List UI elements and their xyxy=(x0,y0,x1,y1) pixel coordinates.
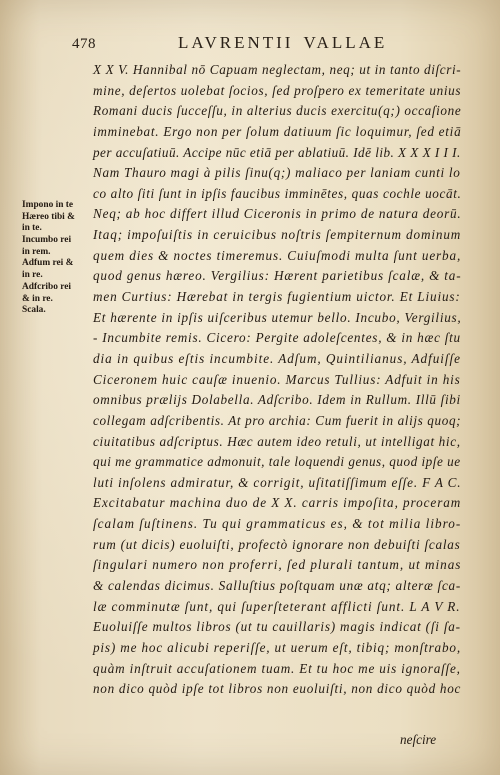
text-line: X X V. Hannibal nō Capuam neglectam, neq; ut in tanto diſcri- xyxy=(93,62,462,77)
text-line: quod genus hæreo. Vergilius: Hærent parietibus ſcalæ, & ta- xyxy=(93,268,462,284)
running-head xyxy=(178,33,387,53)
text-line: quem dies & noctes timeremus. Cuiuſmodi multa ſunt uerba, xyxy=(93,247,462,263)
text-line: Et hærente in ipſis uiſceribus utemur bello. Incubo, Vergilius, xyxy=(93,309,462,325)
running-head-author: LAVRENTII xyxy=(178,33,294,52)
text-line: Itaq; impoſuiſtis in ceruicibus noſtris ſempiternum dominum xyxy=(93,227,462,243)
text-line: Nam Thauro magi à pilis ſinu(q;) maliaco per laniam cunti lo xyxy=(93,165,461,181)
margin-notes xyxy=(22,200,94,317)
text-line: dia in quibus eſtis incumbite. Adſum, Quintilianus, Adfuiſſe xyxy=(93,350,461,366)
text-line: ſingulari numero non proferri, ſed plurali tantum, ut minas xyxy=(93,557,462,573)
text-line: Romani ducis ſucceſſu, in alterius ducis exercitu(q;) occaſione xyxy=(93,103,462,119)
margin-note: in rem. xyxy=(22,246,51,257)
text-line: ciuitatibus adſcriptus. Hæc autem ideo retuli, ut intelligat hic, xyxy=(93,433,461,449)
text-line: per accuſatiuū. Accipe nūc etiā per ablatiuū. Idē lib. X X X I I I. xyxy=(93,144,461,160)
text-line: mine, deſertos uolebat ſocios, ſed proſpero ex temeritate unius xyxy=(93,82,462,98)
text-line: ſcalam ſuſtinens. Tu qui grammaticus es, & tot milia libro- xyxy=(93,516,462,532)
margin-note: Adfum rei & xyxy=(22,258,74,269)
text-line: pis) me hoc alicubi reperiſſe, ut uerum eſt, tibiq; monſtrabo, xyxy=(93,639,461,655)
text-line: & calendas dicimus. Salluſtius poſtquam unæ atq; alteræ ſca- xyxy=(93,578,461,594)
text-line: men Curtius: Hærebat in tergis fugientium uictor. Et Liuius: xyxy=(93,289,461,305)
margin-note: Incumbo rei xyxy=(22,235,72,246)
body-text xyxy=(93,60,463,700)
margin-note: in te. xyxy=(22,223,42,234)
text-line: Excitabatur machina duo de X X. carris impoſita, proceram xyxy=(93,495,462,511)
catchword: neſcire xyxy=(400,732,437,747)
running-head-name: VALLAE xyxy=(303,33,388,52)
text-line: Euoluiſſe multos libros (ut tu cauillaris) magis indicat (ſi ſa- xyxy=(93,619,461,635)
margin-note: Adfcribo rei xyxy=(22,281,72,292)
text-line: læ comminutæ ſunt, qui ſuperſteterant afflicti ſunt. L A V R. xyxy=(93,598,461,614)
text-line: rum (ut dicis) euoluiſti, profectò ignorare non debuiſti ſcalas xyxy=(93,536,461,552)
text-line: imminebat. Ergo non per ſolum datiuum ſic loquimur, ſed etiā xyxy=(93,123,462,139)
text-line: Ciceronem huic cauſæ inuenio. Marcus Tullius: Adfuit in his xyxy=(93,371,461,387)
margin-note: Hæreo tibi & xyxy=(22,211,75,222)
text-line: qui me grammatice admonuit, tale loquendi genus, quod ipſe ue xyxy=(93,454,461,470)
text-line: omnibus prælijs Dolabella. Adſcribo. Idem in Rullum. Illū ſibi xyxy=(93,392,461,408)
page-number: 478 xyxy=(72,36,96,52)
margin-note: Scala. xyxy=(22,305,46,316)
text-line: luti inſolens admiratur, & corrigit, uſitatiſſimum eſſe. F A C. xyxy=(93,474,462,490)
text-line: Neq; ab hoc differt illud Ciceronis in primo de natura deorū. xyxy=(93,206,462,222)
text-line: collegam adſcribentis. At pro archia: Cum fuerit in alijs quoq; xyxy=(93,412,462,428)
text-line: quàm inſtruit accuſationem tuam. Et tu hoc me uis ignoraſſe, xyxy=(93,660,461,676)
text-line: co alto ſiti ſunt in ipſis faucibus imminētes, quas cochle uocāt. xyxy=(93,185,462,201)
text-line: non dico quòd ipſe tot libros non euoluiſti, non dico quòd hoc xyxy=(93,681,462,697)
margin-note: in re. xyxy=(22,270,43,281)
margin-note: Impono in te xyxy=(22,200,74,210)
margin-note: & in re. xyxy=(22,293,53,304)
text-line: - Incumbite remis. Cicero: Pergite adoleſcentes, & in hæc ſtu xyxy=(93,330,461,346)
